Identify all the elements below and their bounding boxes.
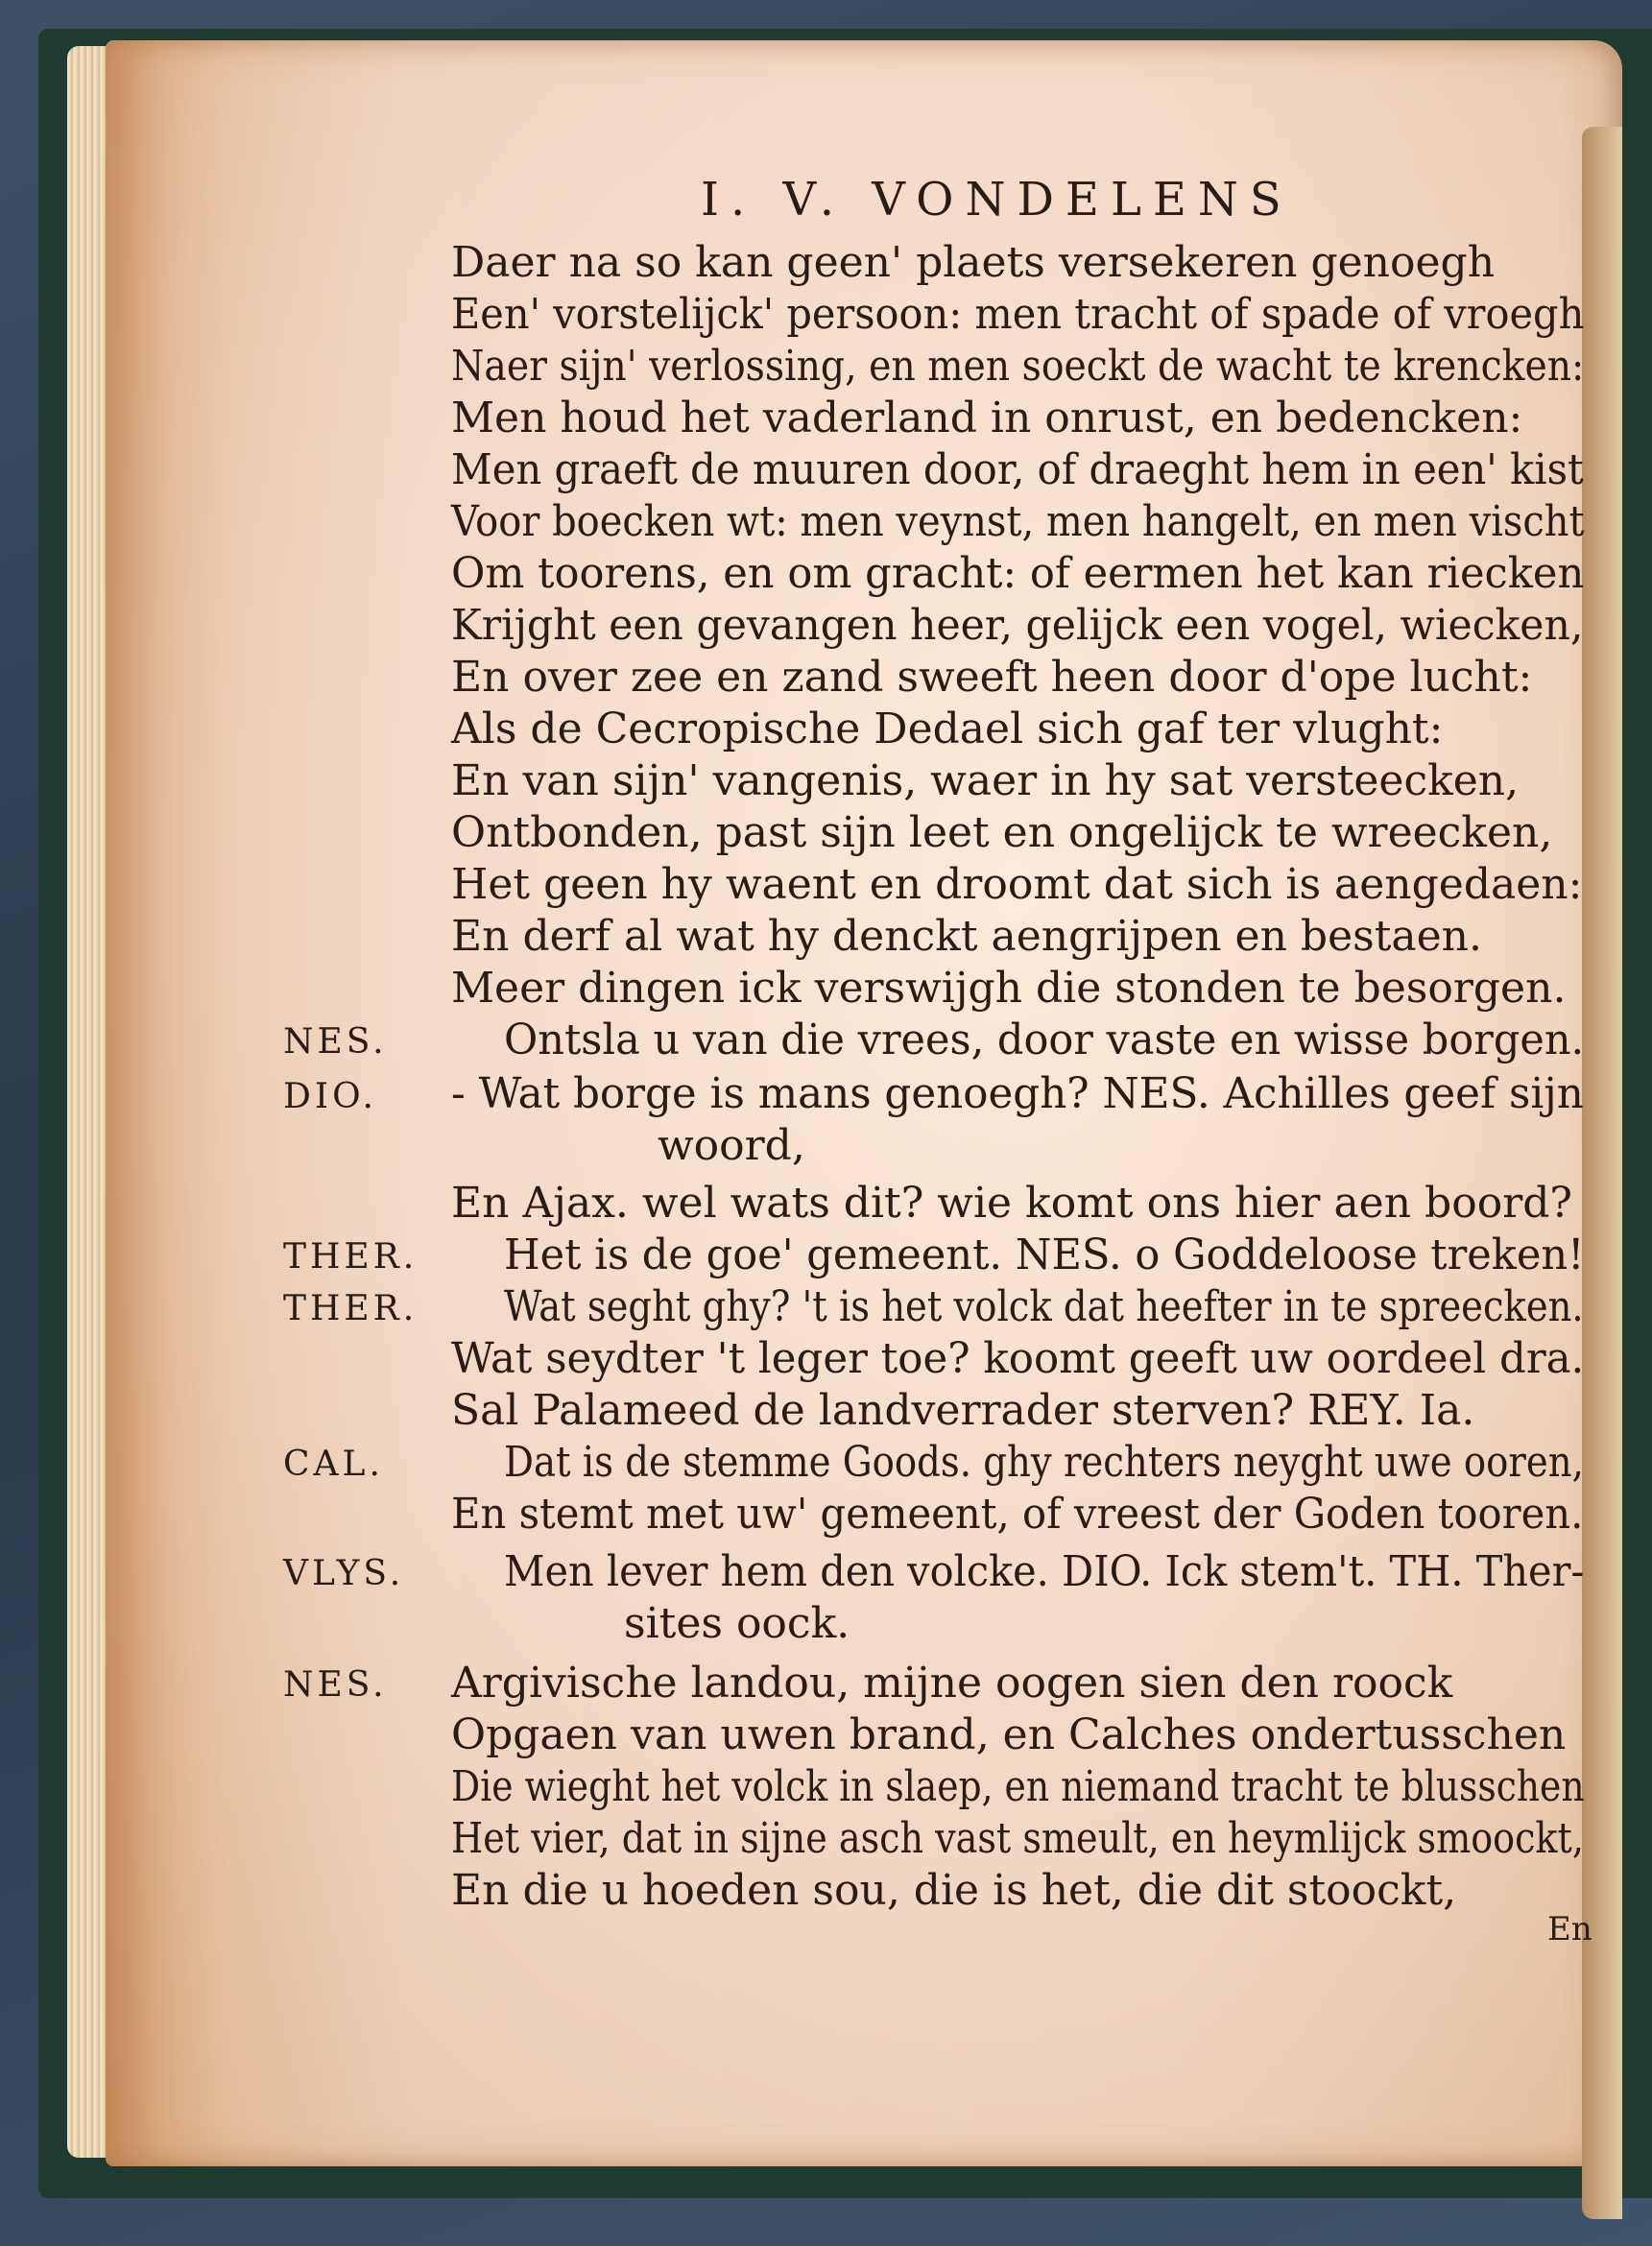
verse-line: Wat seght ghy? 't is het volck dat heefter in te spreecken. (504, 1282, 1584, 1331)
running-header: I. V. VONDELENS (701, 173, 1293, 227)
speaker-label: VLYS. (283, 1554, 405, 1593)
verse-line: En derf al wat hy denckt aengrijpen en bestaen. (451, 912, 1482, 961)
verse-line: Men graeft de muuren door, of draeght hem in een' kist (451, 445, 1584, 494)
verse-line: Het is de goe' gemeent. NES. o Goddeloose treken! (504, 1231, 1585, 1279)
verse-line: Men houd het vaderland in onrust, en bedencken: (451, 394, 1523, 442)
speaker-label: DIO. (283, 1077, 377, 1116)
verse-line: Het vier, dat in sijne asch vast smeult, en heymlijck smoockt, (451, 1814, 1584, 1863)
verse-line: Een' vorstelijck' persoon: men tracht of spade of vroegh (451, 290, 1585, 339)
verse-line: Die wieght het volck in slaep, en niemand tracht te blusschen (451, 1762, 1585, 1811)
verse-line: Naer sijn' verlossing, en men soeckt de wacht te krencken: (451, 342, 1585, 391)
speaker-label: THER. (283, 1237, 419, 1277)
verse-line: Sal Palameed de landverrader sterven? REY. Ia. (451, 1386, 1475, 1435)
verse-line: En stemt met uw' gemeent, of vreest der Goden tooren. (451, 1490, 1584, 1539)
verse-line: Meer dingen ick verswijgh die stonden te besorgen. (451, 964, 1567, 1013)
verse-line: Ontsla u van die vrees, door vaste en wisse borgen. (504, 1015, 1585, 1064)
verse-line: sites oock. (624, 1599, 850, 1648)
verse-line: Wat seydter 't leger toe? koomt geeft uw oordeel dra. (451, 1334, 1585, 1383)
verse-line: - Wat borge is mans genoegh? NES. Achilles geef sijn (451, 1069, 1584, 1118)
verse-line: Voor boecken wt: men veynst, men hangelt, en men vischt (451, 497, 1585, 546)
verse-line: Argivische landou, mijne oogen sien den roock (451, 1659, 1453, 1708)
verse-line: Krijght een gevangen heer, gelijck een vogel, wiecken, (451, 601, 1584, 650)
speaker-label: CAL. (283, 1445, 384, 1484)
speaker-label: NES. (283, 1022, 388, 1062)
verse-line: Als de Cecropische Dedael sich gaf ter vlught: (451, 705, 1444, 753)
verse-line: Daer na so kan geen' plaets versekeren genoegh (451, 238, 1496, 287)
verse-line: Om toorens, en om gracht: of eermen het kan riecken (451, 549, 1585, 598)
verse-line: En over zee en zand sweeft heen door d'ope lucht: (451, 653, 1533, 702)
verse-line: Opgaen van uwen brand, en Calches ondertusschen (451, 1710, 1567, 1759)
verse-line: En Ajax. wel wats dit? wie komt ons hier aen boord? (451, 1179, 1572, 1228)
verse-line: Ontbonden, past sijn leet en ongelijck te wreecken, (451, 808, 1553, 857)
verse-line: Het geen hy waent en droomt dat sich is aengedaen: (451, 860, 1583, 909)
verse-line: Dat is de stemme Goods. ghy rechters neyght uwe ooren, (504, 1438, 1584, 1487)
verse-line: Men lever hem den volcke. DIO. Ick stem't. TH. Ther- (504, 1547, 1585, 1596)
speaker-label: NES. (283, 1665, 388, 1705)
catchword: En (1547, 1910, 1592, 1948)
verse-line: En die u hoeden sou, die is het, die dit stoockt, (451, 1866, 1457, 1915)
verse-line: woord, (658, 1121, 805, 1170)
verse-line: En van sijn' vangenis, waer in hy sat versteecken, (451, 756, 1520, 805)
speaker-label: THER. (283, 1289, 419, 1328)
